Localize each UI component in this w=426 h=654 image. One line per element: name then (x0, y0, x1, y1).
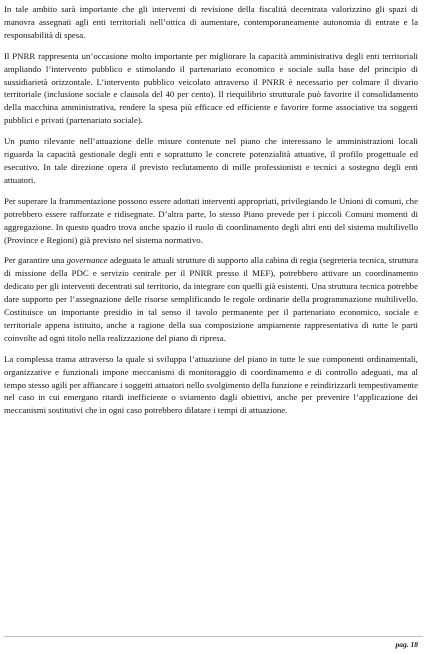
page-number: pag. 18 (395, 640, 418, 649)
paragraph-text: La complessa trama attraverso la quale si sviluppa l’attuazione del piano in tutte le sue componenti ordinamentali, organizzative e funzionali impone meccanismi di monitoraggio di coordinamento e di controllo adeguati, ma al tempo stesso agili per affiancare i soggetti attuatori nello svolgimento della funzione e reindirizzarli tempestivamente nel caso in cui emergano ritardi inefficiente o sviamento dagli obiettivi, anche per prevenire l’applicazione dei meccanismi sostitutivi che in ogni caso potrebbero dilatare i tempi di attuazione. (4, 353, 418, 416)
paragraph-punto-rilevante (4, 135, 418, 187)
paragraph-text: Per superare la frammentazione possono essere adottati interventi appropriati, privilegiando le Unioni di comuni, che potrebbero essere rafforzate e ridisegnate. D’altra parte, lo stesso Piano prevede per i piccoli Comuni momenti di aggregazione. In questo quadro trova anche spazio il ruolo di coordinamento degli altri enti del sistema multilivello (Province e Regioni) già previsto nel sistema normativo. (4, 195, 418, 245)
paragraph-frammentazione (4, 195, 418, 247)
paragraph-text: Il PNRR rappresenta un’occasione molto importante per migliorare la capacità amministrativa degli enti territoriali ampliando l’intervento pubblico e stimolando il partenariato economico e sociale sulla base del principio di sussidiarietà orizzontale. L’intervento pubblico veicolato attraverso il PNRR è necessario per colmare il divario territoriale (inclusione sociale e clausola del 40 per cento). Il riequilibrio strutturale può favorire il consolidamento della macchina amministrativa, rendere la spesa più efficace ed efficiente e favorire forme associative tra soggetti pubblici e privati (partenariato sociale). (4, 50, 418, 126)
footer-divider (4, 636, 423, 637)
paragraph-complessa-trama (4, 353, 418, 418)
paragraph-text: Un punto rilevante nell’attuazione delle misure contenute nel piano che interessano le amministrazioni locali riguarda la capacità gestionale degli enti e soprattutto le concrete potenzialità attuative, il profilo progettuale ed esecutivo. In tale direzione opera il previsto reclutamento di mille professionisti e tecnici a sostegno degli enti attuatori. (4, 136, 418, 185)
paragraph-text: In tale ambito sarà importante che gli interventi di revisione della fiscalità decentrata valorizzino gli spazi di manovra assegnati agli enti territoriali nell’ottica di aumentare, contemporaneamente autonomia di entrate e la responsabilità di spesa. (4, 4, 418, 40)
paragraph-text-end: adeguata le attuali strutture di supporto alla cabina di regia (segreteria tecnica, struttura di missione della PDC e servizio centrale per il PNRR presso il MEF), potrebbero attivare un coordinamento dedicato per gli interventi decentrati sul territorio, da integrare con quelli già esistenti. Una struttura tecnica potrebbe dare supporto per l’assegnazione delle risorse semplificando le regole ordinarie della programmazione multilivello. Costituisce un importante presidio in tal senso il tavolo permanente per il partenariato economico, sociale e territoriale appena istituito, anche a ragione della sua composizione ampiamente rappresentativa di tutte le parti coinvolte ad ogni titolo nella realizzazione del piano di ripresa. (4, 255, 418, 343)
paragraph-text-start: Per garantire una (4, 255, 67, 266)
paragraph-fiscalita (4, 3, 418, 42)
paragraph-governance (4, 254, 418, 344)
paragraph-pnrr-capacita (4, 50, 418, 127)
governance-italic-term: governance (66, 255, 108, 266)
